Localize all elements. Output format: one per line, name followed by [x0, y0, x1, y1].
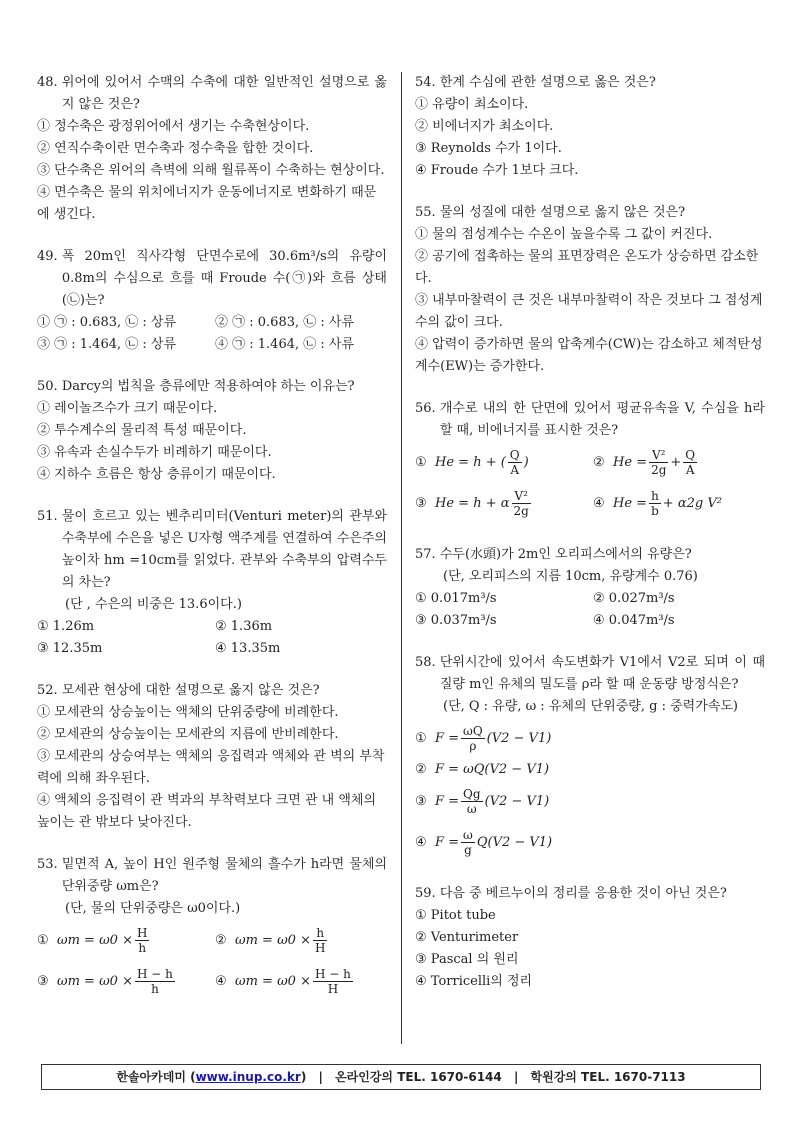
option-marker: ④ — [415, 834, 427, 850]
question-text: 단위시간에 있어서 속도변화가 V1에서 V2로 되며 이 때 질량 m인 유체의 밀도를 ρ라 할 때 운동량 방정식은? — [439, 655, 765, 692]
option — [415, 781, 765, 822]
denominator: ω — [466, 802, 477, 816]
formula-part: ) — [523, 454, 529, 470]
option: ④ 13.35m — [215, 641, 281, 656]
option: ② 모세관의 상승높이는 모세관의 지름에 반비례한다. — [37, 727, 339, 742]
question-59 — [415, 883, 765, 993]
question-number: 52. — [37, 683, 58, 698]
question-48 — [37, 72, 387, 226]
question-number: 55. — [415, 205, 436, 220]
question-54 — [415, 72, 765, 182]
option: ① 레이놀즈수가 크기 때문이다. — [37, 401, 218, 416]
formula-lhs: ωm = ω0 × — [235, 973, 311, 989]
fraction — [313, 926, 327, 955]
question-number: 56. — [415, 401, 436, 416]
formula-part: (V2 − V1) — [484, 793, 550, 809]
fraction — [461, 828, 475, 857]
question-number: 54. — [415, 75, 436, 90]
option: ① 0.017m³/s — [415, 591, 497, 606]
option — [415, 718, 765, 759]
question-text: 밑면적 A, 높이 H인 원주형 물체의 흘수가 h라면 물체의 단위중량 ωm은? — [61, 857, 387, 894]
question-text: 폭 20m인 직사각형 단면수로에 30.6m³/s의 유량이 0.8m의 수심으로 흐를 때 Froude 수(㉠)와 흐름 상태(㉡)는? — [61, 249, 387, 308]
denominator: h — [151, 982, 159, 996]
option: ① 모세관의 상승높이는 액체의 단위중량에 비례한다. — [37, 705, 339, 720]
question-number: 59. — [415, 886, 436, 901]
question-number: 49. — [37, 249, 58, 264]
numerator: H − h — [314, 967, 351, 981]
denominator: H — [314, 941, 326, 955]
option: ① 정수축은 광정위어에서 생기는 수축현상이다. — [37, 119, 310, 134]
option: ④ 0.047m³/s — [593, 613, 675, 628]
option: ② 투수계수의 물리적 특성 때문이다. — [37, 423, 247, 438]
fraction — [461, 787, 483, 816]
footer-banner — [41, 1064, 761, 1090]
option-marker: ③ — [415, 793, 427, 809]
question-text: 다음 중 베르누이의 정리를 응용한 것이 아닌 것은? — [439, 886, 727, 901]
formula-part: F = — [435, 730, 460, 746]
option-marker: ① — [415, 454, 427, 470]
fraction — [135, 926, 149, 955]
numerator: H — [136, 926, 148, 940]
denominator: 2g — [513, 504, 529, 518]
formula-part: Q(V2 − V1) — [476, 834, 553, 850]
denominator: h — [138, 941, 147, 955]
option: ① 물의 점성계수는 수온이 높을수록 그 값이 커진다. — [415, 227, 713, 242]
formula-lhs: ωm = ω0 × — [235, 932, 311, 948]
question-53 — [37, 854, 387, 1002]
question-text: 한계 수심에 관한 설명으로 옳은 것은? — [439, 75, 656, 90]
option-marker: ③ — [37, 973, 49, 989]
option-marker: ② — [593, 454, 605, 470]
footer-separator: | — [513, 1070, 519, 1084]
fraction — [508, 448, 522, 477]
formula-part: + — [670, 454, 682, 470]
numerator: h — [313, 926, 327, 941]
footer-separator: | — [318, 1070, 323, 1084]
footer-academy-name: 한솔아카데미 ( — [116, 1070, 196, 1084]
fraction — [649, 448, 668, 477]
option-marker: ② — [215, 932, 227, 948]
option: ④ Froude 수가 1보다 크다. — [415, 163, 579, 178]
option: ② 공기에 접촉하는 물의 표면장력은 온도가 상승하면 감소한다. — [415, 249, 759, 286]
option: ③ 0.037m³/s — [415, 613, 497, 628]
question-text: 개수로 내의 한 단면에 있어서 평균유속을 V, 수심을 h라 할 때, 비에너지를 표시한 것은? — [439, 401, 765, 438]
question-number: 51. — [37, 509, 58, 524]
numerator: ωQ — [463, 724, 483, 738]
fraction — [649, 489, 661, 518]
formula-part: He = h + α — [435, 495, 510, 511]
question-50 — [37, 376, 387, 486]
option: ④ 액체의 응집력이 관 벽과의 부착력보다 크면 관 내 액체의 높이는 관 밖보다 낮아진다. — [37, 793, 377, 830]
option: ③ Reynolds 수가 1이다. — [415, 141, 562, 156]
option: ③ 단수축은 위어의 측벽에 의해 월류폭이 수축하는 현상이다. — [37, 163, 385, 178]
option: ② 0.027m³/s — [593, 591, 675, 606]
formula-part: He = — [613, 495, 648, 511]
denominator: A — [685, 463, 695, 477]
question-58 — [415, 652, 765, 863]
option: ④ ㉠ : 1.464, ㉡ : 사류 — [215, 337, 355, 352]
numerator: h — [651, 489, 659, 503]
formula-part: He = h + ( — [435, 454, 506, 470]
question-number: 53. — [37, 857, 58, 872]
numerator: V² — [512, 489, 531, 504]
option — [37, 961, 209, 1002]
option: ③ 내부마찰력이 큰 것은 내부마찰력이 작은 것보다 그 점성계수의 값이 크다. — [415, 293, 763, 330]
option-marker: ④ — [593, 495, 605, 511]
numerator: Q — [685, 448, 696, 462]
formula-lhs: ωm = ω0 × — [57, 932, 133, 948]
option — [415, 822, 765, 863]
question-text: Darcy의 법칙을 층류에만 적용하여야 하는 이유는? — [61, 379, 355, 394]
fraction — [683, 448, 697, 477]
question-51 — [37, 506, 387, 660]
question-number: 57. — [415, 547, 436, 562]
option-marker: ④ — [215, 973, 227, 989]
right-column — [415, 72, 765, 1013]
numerator: H − h — [136, 967, 173, 981]
question-note: (단 , 수은의 비중은 13.6이다.) — [65, 597, 242, 612]
formula-part: + α2g V² — [662, 495, 722, 511]
question-note: (단, 물의 단위중량은 ω0이다.) — [65, 901, 241, 916]
question-number: 58. — [415, 655, 436, 670]
footer-online-phone: 온라인강의 TEL. 1670-6144 — [335, 1070, 502, 1084]
numerator: ω — [463, 828, 473, 842]
question-text: 모세관 현상에 대한 설명으로 옳지 않은 것은? — [61, 683, 320, 698]
option: ② ㉠ : 0.683, ㉡ : 사류 — [215, 315, 355, 330]
formula-part: F = ωQ(V2 − V1) — [435, 762, 550, 777]
question-number: 48. — [37, 75, 58, 90]
option: ③ Pascal 의 원리 — [415, 952, 519, 967]
option: ② Venturimeter — [415, 930, 519, 945]
option: ① Pitot tube — [415, 908, 496, 923]
option — [415, 759, 765, 781]
denominator: g — [464, 843, 472, 857]
question-text: 위어에 있어서 수맥의 수축에 대한 일반적인 설명으로 옳지 않은 것은? — [61, 75, 387, 112]
option: ③ ㉠ : 1.464, ㉡ : 상류 — [37, 337, 177, 352]
numerator: Q — [509, 448, 520, 462]
option — [37, 920, 209, 961]
fraction — [313, 967, 353, 996]
option — [593, 442, 765, 483]
option: ② 연직수축이란 면수축과 정수축을 합한 것이다. — [37, 141, 314, 156]
option — [415, 483, 587, 524]
fraction — [461, 724, 485, 753]
option: ④ Torricelli의 정리 — [415, 974, 533, 989]
question-note: (단, Q : 유량, ω : 유체의 단위중량, g : 중력가속도) — [443, 699, 738, 714]
option: ④ 압력이 증가하면 물의 압축계수(CW)는 감소하고 체적탄성계수(EW)는 증가한다. — [415, 337, 763, 374]
option — [215, 961, 387, 1002]
numerator: Qg — [463, 787, 481, 801]
question-57 — [415, 544, 765, 632]
numerator: V² — [649, 448, 668, 463]
option: ② 비에너지가 최소이다. — [415, 119, 554, 134]
formula-part: F = — [435, 834, 460, 850]
formula-part: He = — [613, 454, 648, 470]
left-column — [37, 72, 387, 1022]
footer-website-link[interactable]: www.inup.co.kr — [195, 1070, 301, 1084]
question-52 — [37, 680, 387, 834]
formula-part: (V2 − V1) — [486, 730, 552, 746]
option-marker: ③ — [415, 495, 427, 511]
option: ③ 유속과 손실수두가 비례하기 때문이다. — [37, 445, 272, 460]
column-divider — [401, 72, 402, 1044]
option: ② 1.36m — [215, 619, 273, 634]
option: ③ 12.35m — [37, 641, 103, 656]
question-text: 수두(水頭)가 2m인 오리피스에서의 유량은? — [439, 547, 692, 562]
denominator: ρ — [469, 739, 477, 753]
question-56 — [415, 398, 765, 524]
question-55 — [415, 202, 765, 378]
footer-offline-phone: 학원강의 TEL. 1670-7113 — [530, 1070, 686, 1084]
option — [593, 483, 765, 524]
question-number: 50. — [37, 379, 58, 394]
option: ④ 지하수 흐름은 항상 층류이기 때문이다. — [37, 467, 276, 482]
question-text: 물의 성질에 대한 설명으로 옳지 않은 것은? — [439, 205, 686, 220]
option — [415, 442, 587, 483]
fraction — [135, 967, 175, 996]
option: ③ 모세관의 상승여부는 액체의 응집력과 액체와 관 벽의 부착력에 의해 좌우된다. — [37, 749, 385, 786]
formula-lhs: ωm = ω0 × — [57, 973, 133, 989]
denominator: 2g — [651, 463, 667, 477]
option-marker: ① — [37, 932, 49, 948]
question-49 — [37, 246, 387, 356]
option: ① ㉠ : 0.683, ㉡ : 상류 — [37, 315, 177, 330]
formula-part: F = — [435, 793, 460, 809]
fraction — [512, 489, 531, 518]
option-marker: ① — [415, 730, 427, 746]
question-text: 물이 흐르고 있는 벤추리미터(Venturi meter)의 관부와 수축부에 수은을 넣은 U자형 액주계를 연결하여 수은주의 높이차 hm =10cm를 읽었다. 관부와 수축부의 압력수두의 차는? — [61, 509, 387, 590]
option-marker: ② — [415, 762, 427, 777]
option: ④ 면수축은 물의 위치에너지가 운동에너지로 변화하기 때문에 생긴다. — [37, 185, 377, 222]
denominator: H — [327, 982, 339, 996]
question-note: (단, 오리피스의 지름 10cm, 유량계수 0.76) — [443, 569, 698, 584]
denominator: b — [651, 504, 659, 518]
denominator: A — [510, 463, 520, 477]
option — [215, 920, 387, 961]
footer-academy-name-end: ) — [300, 1070, 307, 1084]
option: ① 유량이 최소이다. — [415, 97, 529, 112]
option: ① 1.26m — [37, 619, 95, 634]
